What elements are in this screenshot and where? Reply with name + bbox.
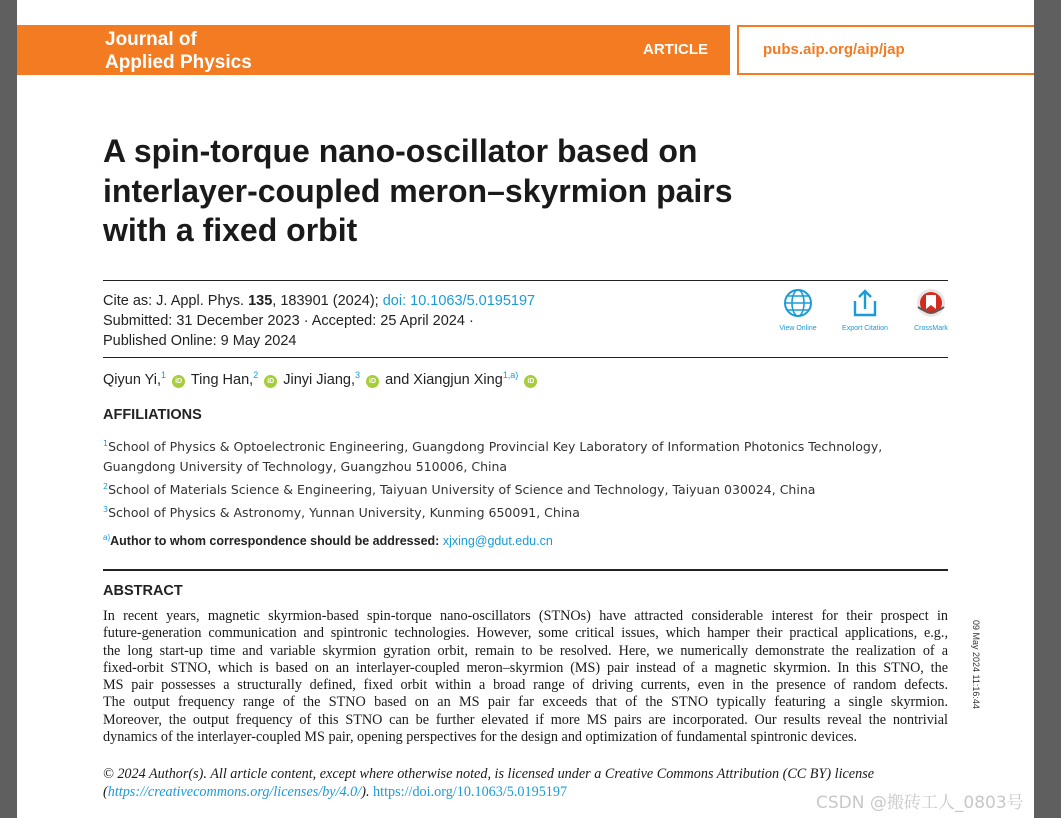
crossmark-icon <box>915 287 947 319</box>
export-citation-button[interactable] <box>837 287 893 332</box>
author-affil-sup: 2 <box>253 370 259 380</box>
affiliation-text: School of Physics & Astronomy, Yunnan University, Kunming 650091, China <box>108 505 580 521</box>
author-name[interactable]: Ting Han, <box>190 371 254 388</box>
correspondence-email[interactable]: xjxing@gdut.edu.cn <box>442 534 553 549</box>
author-name[interactable]: Qiyun Yi, <box>103 371 162 388</box>
license-paren-close: ). <box>361 784 374 800</box>
affiliation-number: 1 <box>103 439 109 448</box>
globe-icon <box>782 287 814 319</box>
author-affil-sup: 1 <box>161 370 167 380</box>
pdf-page <box>17 0 1034 818</box>
journal-url-link[interactable]: pubs.aip.org/aip/jap <box>763 41 905 58</box>
abstract-line: Moreover, the output frequency of this STNO can be further elevated if more MS pairs are incorporated. Our results reveal the nontrivial <box>103 711 948 728</box>
cc-license-link[interactable]: https://creativecommons.org/licenses/by/4.0/ <box>107 784 362 800</box>
citation-block <box>103 291 743 351</box>
abstract-body <box>103 608 948 746</box>
title-line: A spin-torque nano-oscillator based on <box>103 133 698 169</box>
abstract-line: In recent years, magnetic skyrmion-based spin-torque nano-oscillators (STNOs) have attracted considerable interest for their prospect in <box>103 608 948 624</box>
affiliation-text: School of Physics & Optoelectronic Engineering, Guangdong Provincial Key Laboratory of Information Photonics Technology, <box>108 439 883 455</box>
journal-name-line2: Applied Physics <box>105 52 252 73</box>
abstract-line: the long start-up time and variable skyrmion gyration orbit, remain to be resolved. Here, we numerically demonstrate the realization of a <box>103 642 948 659</box>
correspondence-label: Author to whom correspondence should be addressed: <box>110 534 440 549</box>
abstract-line: dynamics of the interlayer-coupled MS pair, opening perspectives for the design and optimization of fundamental spintronic devices. <box>103 729 858 746</box>
article-number: , 183901 (2024); <box>272 293 379 309</box>
affiliations-heading: AFFILIATIONS <box>103 407 202 423</box>
journal-url-box[interactable] <box>737 25 1034 75</box>
title-line: with a fixed orbit <box>103 212 358 248</box>
orcid-icon[interactable]: iD <box>524 375 537 388</box>
crossmark-button[interactable] <box>905 287 957 332</box>
cite-as-line <box>103 291 743 311</box>
divider <box>103 280 948 281</box>
title-line: interlayer-coupled meron–skyrmion pairs <box>103 172 733 209</box>
cite-as-prefix: Cite as: J. Appl. Phys. <box>103 293 249 309</box>
license-text: © 2024 Author(s). All article content, except where otherwise noted, is licensed under a Creative Commons Attribution (CC BY) license <box>103 766 875 782</box>
divider <box>103 569 948 571</box>
author-affil-sup: 1,a) <box>502 370 519 380</box>
doi-url-link[interactable]: https://doi.org/10.1063/5.0195197 <box>373 784 568 800</box>
export-icon <box>849 287 881 319</box>
correspondence-note <box>103 533 553 548</box>
author-affil-sup: 3 <box>355 370 361 380</box>
abstract-heading: ABSTRACT <box>103 583 183 599</box>
affiliation-number: 3 <box>103 505 109 515</box>
orcid-icon[interactable]: iD <box>366 375 379 388</box>
csdn-watermark: CSDN @搬砖工人_0803号 <box>816 793 1024 813</box>
download-timestamp-text: 09 May 2024 11:16:44 <box>971 620 981 709</box>
correspondence-sup: a) <box>103 533 111 542</box>
submitted-line: Submitted: 31 December 2023 · Accepted: 25 April 2024 · <box>103 313 474 329</box>
journal-name-line1: Journal of <box>105 29 197 50</box>
view-online-label: View Online <box>779 325 817 332</box>
download-timestamp <box>968 620 982 720</box>
abstract-line: MS pair possesses a structurally defined, fixed orbit within a broad range of driving currents, even in the presence of random defects. <box>103 677 948 694</box>
abstract-line: The output frequency range of the STNO based on an MS pair far exceeds that of the STNO typically featuring a single skyrmion. <box>103 694 948 711</box>
license-paren: ( <box>103 784 108 800</box>
orcid-icon[interactable]: iD <box>264 375 277 388</box>
export-citation-label: Export Citation <box>842 325 888 332</box>
affiliation-text: School of Materials Science & Engineering, Taiyuan University of Science and Technology, Taiyuan 030024, China <box>108 482 816 498</box>
affiliation-number: 2 <box>103 482 109 492</box>
abstract-line: future-generation communication and spintronic technologies. However, some critical issues, which hamper their practical applications, e.g., <box>103 625 948 642</box>
affiliation-line: Guangdong University of Technology, Guangzhou 510006, China <box>103 459 508 475</box>
volume: 135 <box>248 293 273 309</box>
affiliation-line <box>103 434 943 457</box>
license-line <box>103 765 948 783</box>
author-list <box>103 370 539 388</box>
crossmark-label: CrossMark <box>914 325 948 332</box>
affiliation-line <box>103 477 943 500</box>
journal-banner <box>17 25 730 75</box>
article-title <box>103 132 863 251</box>
published-line: Published Online: 9 May 2024 <box>103 333 297 349</box>
journal-name <box>105 28 305 74</box>
doi-link[interactable]: doi: 10.1063/5.0195197 <box>382 293 536 309</box>
author-name[interactable]: Jinyi Jiang, <box>283 371 355 388</box>
divider <box>103 357 948 358</box>
abstract-line: fixed-orbit STNO, which is based on an interlayer-coupled meron–skyrmion (MS) pair instead of a magnetic skyrmion. In this STNO, the <box>103 659 948 676</box>
affiliations-list <box>103 434 943 523</box>
affiliation-line <box>103 500 943 523</box>
article-type-label: ARTICLE <box>643 41 708 58</box>
orcid-icon[interactable]: iD <box>172 375 185 388</box>
view-online-button[interactable] <box>772 287 824 332</box>
author-name[interactable]: and Xiangjun Xing <box>385 371 503 388</box>
